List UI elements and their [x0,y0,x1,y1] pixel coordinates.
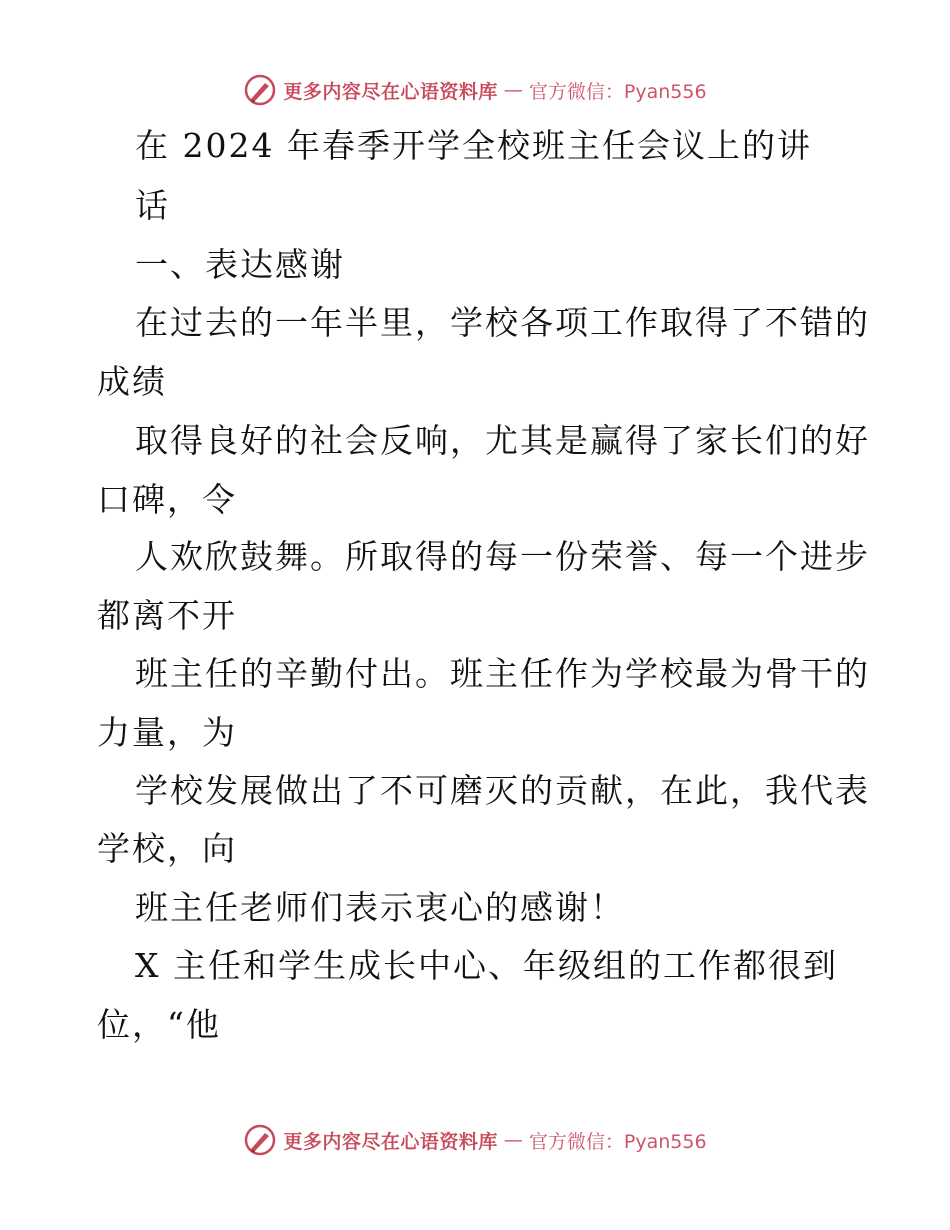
footer-banner [0,1120,950,1160]
paragraph-line: 班主任的辛勤付出。班主任作为学校最为骨干的 [135,654,870,693]
paragraph-line: 人欢欣鼓舞。所取得的每一份荣誉、每一个进步 [135,537,870,576]
banner-separator: — [503,1129,523,1151]
section-heading: 一、表达感谢 [135,245,345,284]
document-title-line1: 在 2024 年春季开学全校班主任会议上的讲 [135,126,812,165]
paragraph-line: X 主任和学生成长中心、年级组的工作都很到 [135,946,838,985]
paragraph-line: 力量，为 [97,713,237,752]
paragraph-line: 成绩 [97,362,167,401]
paragraph-line: 口碑，令 [97,480,237,519]
banner-separator: — [503,79,523,101]
document-title-line2: 话 [135,186,170,225]
paragraph-line: 位，“他 [97,1005,221,1044]
paragraph-line: 在过去的一年半里，学校各项工作取得了不错的 [135,303,870,342]
banner-wechat-text: 官方微信：Pyan556 [528,80,707,103]
banner-main-text: 更多内容尽在心语资料库 [283,1130,498,1153]
paragraph-line: 取得良好的社会反响，尤其是赢得了家长们的好 [135,421,870,460]
banner-wechat-text: 官方微信：Pyan556 [528,1130,707,1153]
paragraph-line: 学校发展做出了不可磨灭的贡献，在此，我代表 [135,771,870,810]
banner-main-text: 更多内容尽在心语资料库 [283,80,498,103]
paragraph-line: 班主任老师们表示衷心的感谢！ [135,888,625,927]
paragraph-line: 学校，向 [97,829,237,868]
pen-logo-icon [243,1123,277,1157]
paragraph-line: 都离不开 [97,596,237,635]
